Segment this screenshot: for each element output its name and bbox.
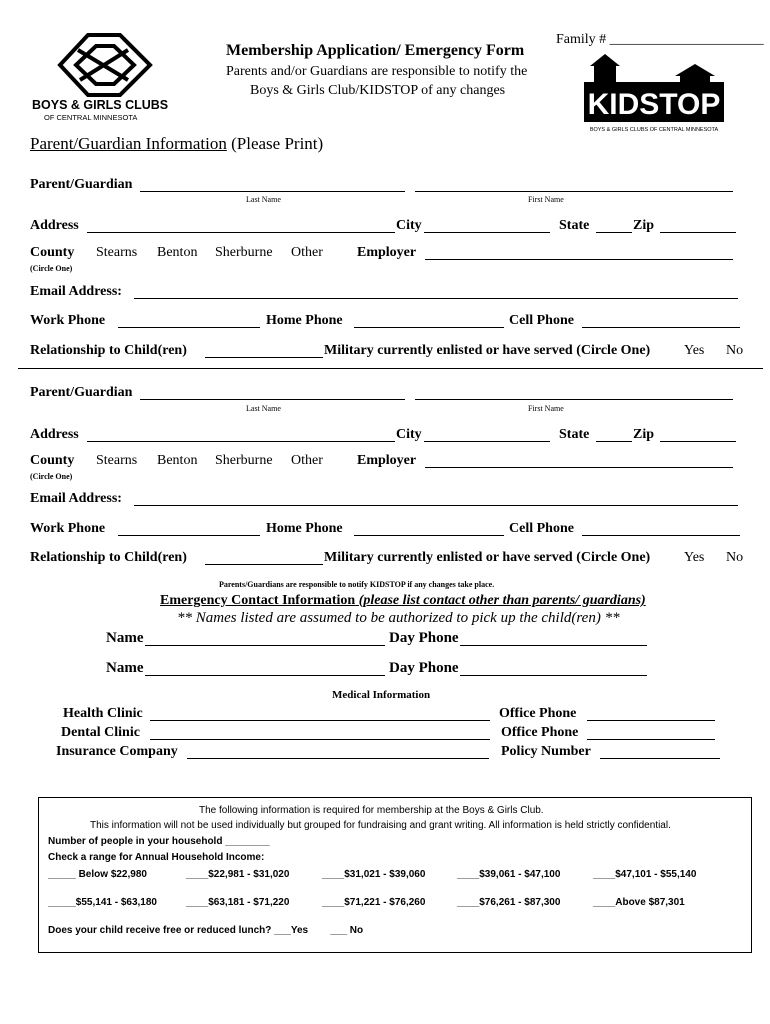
first-name-caption: First Name <box>528 195 564 204</box>
notify-notice: Parents/Guardians are responsible to notify KIDSTOP if any changes take place. <box>219 580 495 589</box>
county-option-sherburne[interactable]: Sherburne <box>215 453 273 468</box>
home-phone-field[interactable] <box>354 535 504 536</box>
emergency-name-field-2[interactable] <box>145 675 385 676</box>
circle-one-note: (Circle One) <box>30 472 73 481</box>
income-range-option[interactable]: ____Above $87,301 <box>593 897 685 908</box>
zip-label: Zip <box>633 218 655 233</box>
email-label: Email Address: <box>30 491 122 506</box>
income-range-option[interactable]: ____$47,101 - $55,140 <box>593 869 697 880</box>
county-option-sherburne[interactable]: Sherburne <box>215 245 273 260</box>
dental-clinic-label: Dental Clinic <box>61 725 140 740</box>
first-name-field[interactable] <box>415 399 733 400</box>
county-label: County <box>30 453 75 468</box>
box-line-2: This information will not be used individually but grouped for fundraising and grant writing. All information is held strictly confidential. <box>90 820 671 831</box>
home-phone-label: Home Phone <box>266 313 343 328</box>
boys-girls-clubs-logo <box>30 30 205 125</box>
relationship-field[interactable] <box>205 564 323 565</box>
zip-field[interactable] <box>660 441 736 442</box>
address-field[interactable] <box>87 441 395 442</box>
office-phone-label: Office Phone <box>501 725 579 740</box>
circle-one-note: (Circle One) <box>30 264 73 273</box>
relationship-label: Relationship to Child(ren) <box>30 343 187 358</box>
county-option-stearns[interactable]: Stearns <box>96 245 138 260</box>
last-name-caption: Last Name <box>246 195 281 204</box>
cell-phone-label: Cell Phone <box>509 521 574 536</box>
emergency-title-wrap <box>160 593 646 609</box>
county-option-benton[interactable]: Benton <box>157 453 198 468</box>
county-option-benton[interactable]: Benton <box>157 245 198 260</box>
email-field[interactable] <box>134 298 738 299</box>
income-range-option[interactable]: _____ Below $22,980 <box>48 869 147 880</box>
section-title-wrap <box>30 134 323 154</box>
income-range-option[interactable]: ____$39,061 - $47,100 <box>457 869 561 880</box>
office-phone-label: Office Phone <box>499 706 577 721</box>
last-name-field[interactable] <box>140 191 405 192</box>
logo-sub-text: OF CENTRAL MINNESOTA <box>44 113 138 122</box>
first-name-field[interactable] <box>415 191 733 192</box>
emergency-day-phone-label: Day Phone <box>389 660 459 676</box>
dental-clinic-field[interactable] <box>150 739 490 740</box>
zip-field[interactable] <box>660 232 736 233</box>
emergency-title-note: (please list contact other than parents/ guardians) <box>358 593 646 608</box>
family-number-field[interactable]: Family # ______________________ <box>556 32 764 47</box>
section-hint: (Please Print) <box>231 134 324 153</box>
section-title: Parent/Guardian Information <box>30 134 227 153</box>
military-yes[interactable]: Yes <box>684 343 705 358</box>
emergency-day-phone-label: Day Phone <box>389 630 459 646</box>
health-clinic-field[interactable] <box>150 720 490 721</box>
last-name-caption: Last Name <box>246 404 281 413</box>
employer-field[interactable] <box>425 259 733 260</box>
policy-number-field[interactable] <box>600 758 720 759</box>
income-range-option[interactable]: ____$76,261 - $87,300 <box>457 897 561 908</box>
emergency-day-phone-field-2[interactable] <box>460 675 647 676</box>
last-name-field[interactable] <box>140 399 405 400</box>
city-label: City <box>396 218 422 233</box>
relationship-field[interactable] <box>205 357 323 358</box>
medical-title: Medical Information <box>332 689 431 701</box>
first-name-caption: First Name <box>528 404 564 413</box>
dental-office-phone-field[interactable] <box>587 739 715 740</box>
income-range-option[interactable]: ____$31,021 - $39,060 <box>322 869 426 880</box>
income-range-option[interactable]: ____$63,181 - $71,220 <box>186 897 290 908</box>
work-phone-label: Work Phone <box>30 521 106 536</box>
county-label: County <box>30 245 75 260</box>
county-option-other[interactable]: Other <box>291 245 323 260</box>
military-label: Military currently enlisted or have served (Circle One) <box>324 550 651 565</box>
address-label: Address <box>30 218 79 233</box>
military-no[interactable]: No <box>726 343 744 358</box>
policy-number-label: Policy Number <box>501 744 591 759</box>
home-phone-field[interactable] <box>354 327 504 328</box>
military-no[interactable]: No <box>726 550 744 565</box>
income-range-option[interactable]: ____$71,221 - $76,260 <box>322 897 426 908</box>
kidstop-logo <box>580 52 728 134</box>
parent-label: Parent/Guardian <box>30 385 133 400</box>
box-line-1: The following information is required for membership at the Boys & Girls Club. <box>199 805 544 816</box>
home-phone-label: Home Phone <box>266 521 343 536</box>
state-field[interactable] <box>596 441 632 442</box>
logo-org-text: BOYS & GIRLS CLUBS <box>32 98 169 112</box>
county-option-other[interactable]: Other <box>291 453 323 468</box>
insurance-label: Insurance Company <box>56 744 178 759</box>
work-phone-label: Work Phone <box>30 313 106 328</box>
parent-label: Parent/Guardian <box>30 177 133 192</box>
emergency-name-label: Name <box>106 660 144 676</box>
emergency-day-phone-field-1[interactable] <box>460 645 647 646</box>
cell-phone-field[interactable] <box>582 535 740 536</box>
notice-line-1: Parents and/or Guardians are responsible to notify the <box>226 64 528 79</box>
block-divider <box>18 368 763 369</box>
form-title: Membership Application/ Emergency Form <box>226 42 525 59</box>
cell-phone-label: Cell Phone <box>509 313 574 328</box>
work-phone-field[interactable] <box>118 327 260 328</box>
employer-label: Employer <box>357 245 417 260</box>
zip-label: Zip <box>633 427 655 442</box>
employer-field[interactable] <box>425 467 733 468</box>
email-label: Email Address: <box>30 284 122 299</box>
city-field[interactable] <box>424 441 550 442</box>
city-field[interactable] <box>424 232 550 233</box>
emergency-name-field-1[interactable] <box>145 645 385 646</box>
employer-label: Employer <box>357 453 417 468</box>
emergency-title: Emergency Contact Information <box>160 593 356 608</box>
relationship-label: Relationship to Child(ren) <box>30 550 187 565</box>
income-prompt: Check a range for Annual Household Income: <box>48 852 265 863</box>
income-range-option[interactable]: ____$22,981 - $31,020 <box>186 869 290 880</box>
health-clinic-label: Health Clinic <box>63 706 143 721</box>
address-field[interactable] <box>87 232 395 233</box>
military-yes[interactable]: Yes <box>684 550 705 565</box>
state-label: State <box>559 218 590 233</box>
notice-line-2: Boys & Girls Club/KIDSTOP of any changes <box>250 83 506 98</box>
income-range-option[interactable]: _____$55,141 - $63,180 <box>48 897 157 908</box>
kidstop-logo-text: KIDSTOP <box>587 88 721 121</box>
state-field[interactable] <box>596 232 632 233</box>
kidstop-sub-text: BOYS & GIRLS CLUBS OF CENTRAL MINNESOTA <box>589 127 719 133</box>
authorized-note: ** Names listed are assumed to be authorized to pick up the child(ren) ** <box>177 610 620 626</box>
work-phone-field[interactable] <box>118 535 260 536</box>
military-label: Military currently enlisted or have served (Circle One) <box>324 343 651 358</box>
household-field[interactable]: Number of people in your household ________ <box>48 836 270 847</box>
city-label: City <box>396 427 422 442</box>
free-lunch-question[interactable]: Does your child receive free or reduced lunch? ___Yes ___ No <box>48 925 364 936</box>
health-office-phone-field[interactable] <box>587 720 715 721</box>
address-label: Address <box>30 427 79 442</box>
county-option-stearns[interactable]: Stearns <box>96 453 138 468</box>
emergency-name-label: Name <box>106 630 144 646</box>
state-label: State <box>559 427 590 442</box>
insurance-field[interactable] <box>187 758 489 759</box>
cell-phone-field[interactable] <box>582 327 740 328</box>
email-field[interactable] <box>134 505 738 506</box>
